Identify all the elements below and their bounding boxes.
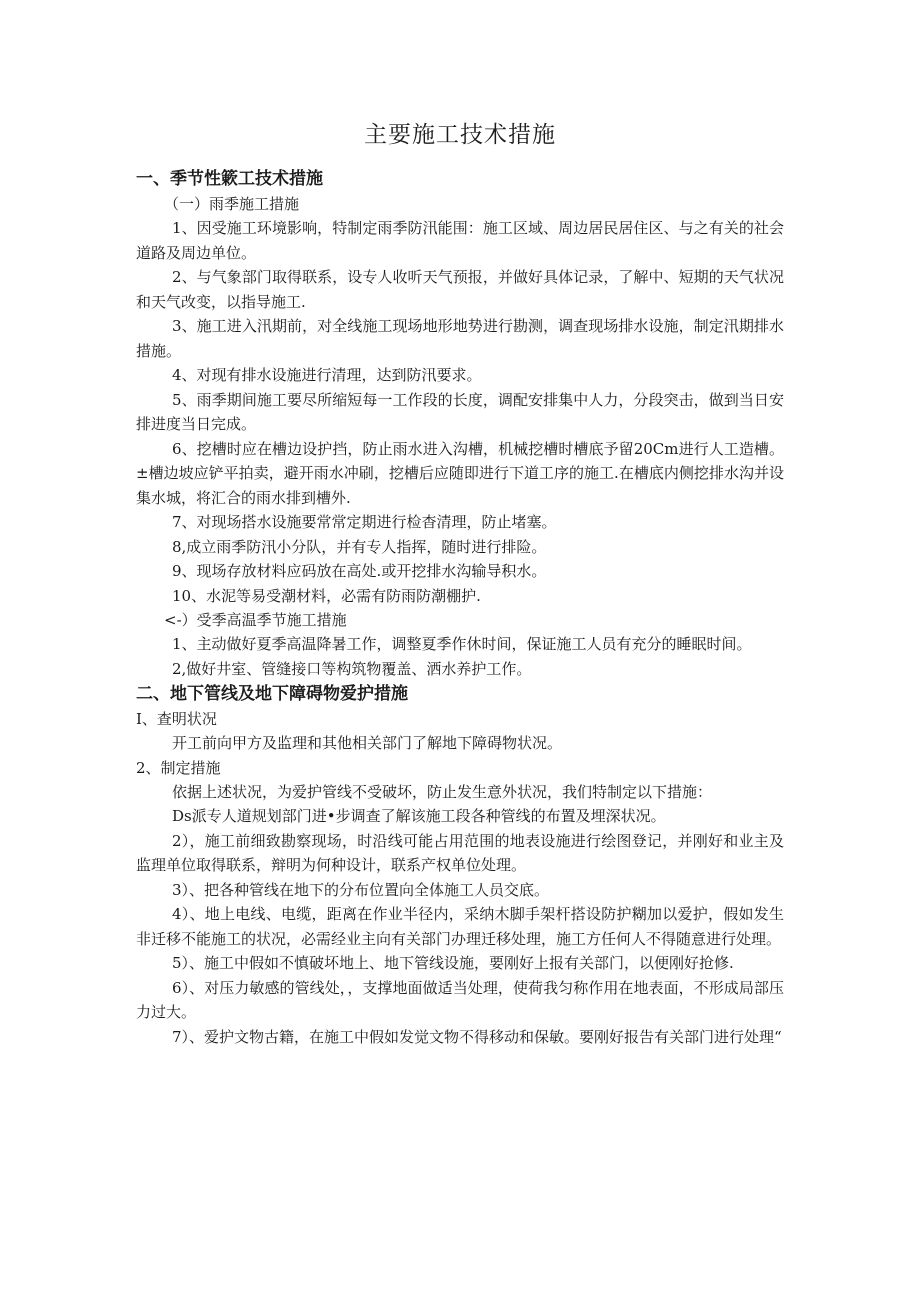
document-page xyxy=(136,118,784,1049)
paragraph: 2,做好井室、管缝接口等构筑物覆盖、洒水养护工作。 xyxy=(172,659,532,678)
paragraph: 9、现场存放材料应码放在高处.或开挖排水沟输导积水。 xyxy=(172,562,547,580)
paragraph: 4、对现有排水设施进行清理，达到防汛要求。 xyxy=(172,366,482,384)
paragraph: 1、因受施工环境影响，特制定雨季防汛能围：施工区域、周边居民居住区、与之有关的社会道路及周边单位。 xyxy=(136,219,784,262)
paragraph: 3）、把各种管线在地下的分布位置向全体施工人员交底。 xyxy=(172,880,550,899)
paragraph: 10、水泥等易受潮材料，必需有防雨防潮棚护. xyxy=(172,586,481,605)
paragraph: 开工前向甲方及监理和其他相关部门了解地下障碍物状况。 xyxy=(172,734,563,752)
paragraph: 6）、对压力敏感的管线处，，支撑地面做适当处理，使荷我匀称作用在地表面，不形成局部压力过大。 xyxy=(136,978,784,1021)
document-title: 主要施工技术措施 xyxy=(364,122,556,148)
subsection-heading: <-）受季高温季节施工措施 xyxy=(164,611,347,629)
paragraph: 5、雨季期间施工要尽所缩短每一工作段的长度，调配安排集中人力，分段突击，做到当日安排进度当日完成。 xyxy=(136,390,784,433)
paragraph: 5）、施工中假如不慎破坏地上、地下管线设施，要刚好上报有关部门，以便刚好抢修. xyxy=(172,954,734,972)
paragraph: 依据上述状况，为爱护管线不受破坏，防止发生意外状况，我们特制定以下措施： xyxy=(172,782,713,801)
subsection-heading: （一）雨季施工措施 xyxy=(164,195,300,213)
paragraph: 8,成立雨季防汛小分队，并有专人指挥，随时进行排险。 xyxy=(172,537,547,556)
paragraph: 6、挖槽时应在槽边设护挡，防止雨水进入沟槽，机械挖槽时槽底予留20Cm进行人工造槽。±槽边坡应铲平拍卖，避开雨水冲刷，挖槽后应随即进行下道工序的施工.在槽底内侧挖排水沟并设集水城，将汇合的雨水排到槽外. xyxy=(136,439,784,507)
section-underground-protection xyxy=(136,681,784,1049)
paragraph: 1、主动做好夏季高温降暑工作，调整夏季作休时间，保证施工人员有充分的睡眠时间。 xyxy=(172,635,752,653)
section-seasonal-measures xyxy=(136,166,784,681)
section-heading: 一、季节性簌工技术措施 xyxy=(136,169,323,189)
subsection-heading: 2、制定措施 xyxy=(136,758,221,777)
paragraph: 3、施工进入汛期前，对全线施工现场地形地势进行勘测，调查现场排水设施，制定汛期排水措施。 xyxy=(136,317,784,360)
paragraph: 2、与气象部门取得联系，设专人收听天气预报，并做好具体记录，了解中、短期的天气状况和天气改变，以指导施工. xyxy=(136,268,784,311)
subsection-heading: I、查明状况 xyxy=(136,710,217,728)
paragraph: 2），施工前细致勘察现场，时沿线可能占用范围的地表设施进行绘图登记，并刚好和业主及监理单位取得联系，辩明为何种设计，联系产权单位处理。 xyxy=(136,831,784,874)
paragraph: 4）、地上电线、电缆，距离在作业半径内，采纳木脚手架杆搭设防护糊加以爱护，假如发生非迁移不能施工的状况，必需经业主向有关部门办理迁移处理，施工方任何人不得随意进行处理。 xyxy=(136,905,784,948)
paragraph: 7）、爱护文物古籍，在施工中假如发觉文物不得移动和保敏。要刚好报告有关部门进行处理“ xyxy=(172,1027,782,1046)
section-heading: 二、地下管线及地下障碍物爱护措施 xyxy=(136,684,408,704)
paragraph: Ds派专人道规划部门进•步调查了解该施工段各种管线的布置及埋深状况。 xyxy=(172,807,666,825)
paragraph: 7、对现场搭水设施要常常定期进行检杳清理，防止堵塞。 xyxy=(172,513,557,531)
